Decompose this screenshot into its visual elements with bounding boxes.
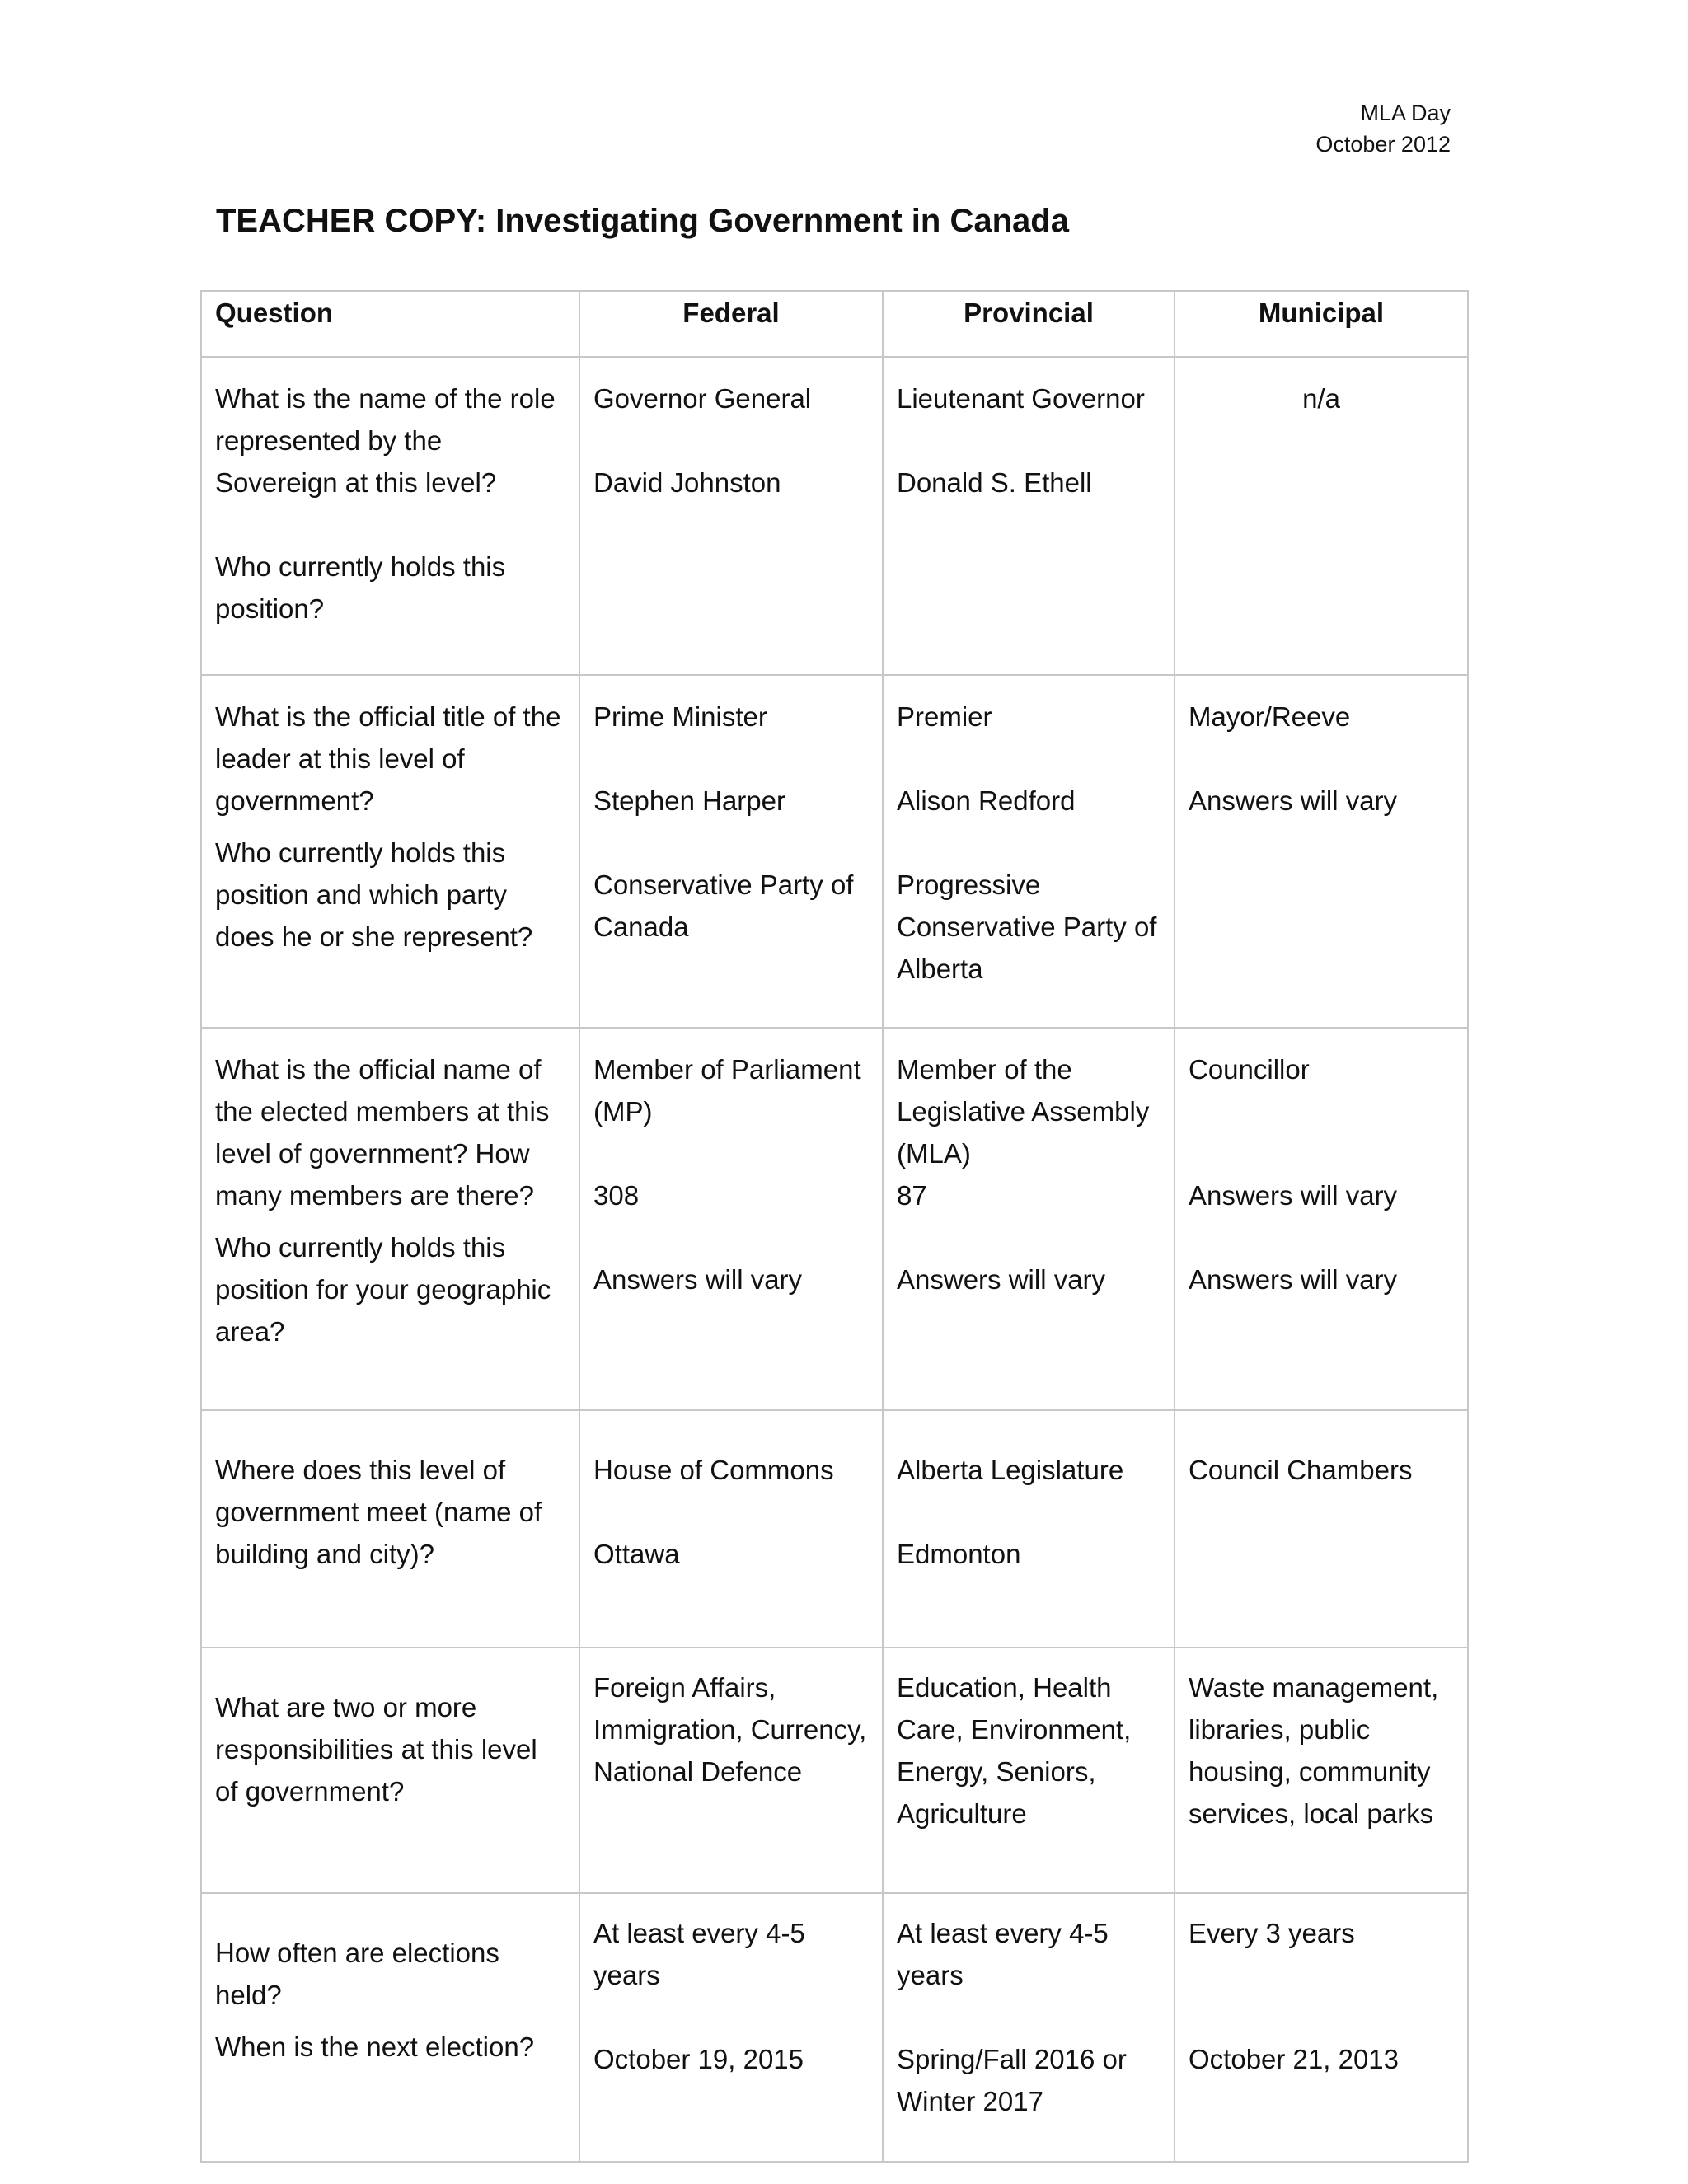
answer-text: Education, Health Care, Environment, Energy, Seniors, Agriculture: [897, 1672, 1132, 1829]
answer-text: Alison Redford: [897, 785, 1076, 816]
question-text: Where does this level of government meet (name of building and city)?: [215, 1455, 542, 1569]
answer-text: Donald S. Ethell: [897, 467, 1092, 498]
column-header-question: Question: [201, 291, 579, 357]
column-header-federal: Federal: [579, 291, 883, 357]
question-text: What is the official name of the elected members at this level of government? How many members are there?: [215, 1054, 550, 1211]
provincial-cell: [883, 1028, 1175, 1410]
question-text: Who currently holds this position?: [215, 551, 506, 624]
question-cell: [201, 1893, 579, 2162]
table-row: [201, 357, 1468, 675]
government-table: [200, 290, 1469, 2163]
municipal-cell: [1175, 1028, 1468, 1410]
table-row: [201, 675, 1468, 1028]
provincial-cell: [883, 1647, 1175, 1893]
question-text: Who currently holds this position for your geographic area?: [215, 1232, 551, 1347]
answer-text: Answers will vary: [1189, 1264, 1398, 1295]
answer-text: Governor General: [593, 383, 812, 414]
federal-cell: [579, 1028, 883, 1410]
header-meta: [1315, 97, 1451, 160]
question-text: How often are elections held?: [215, 1938, 499, 2010]
question-cell: [201, 1028, 579, 1410]
answer-text: October 21, 2013: [1189, 2044, 1400, 2074]
answer-text: At least every 4-5 years: [897, 1918, 1109, 1990]
provincial-cell: [883, 357, 1175, 675]
answer-text: Answers will vary: [1189, 785, 1398, 816]
answer-text: 87: [897, 1180, 927, 1211]
federal-cell: [579, 1410, 883, 1647]
answer-text: Progressive Conservative Party of Alberta: [897, 869, 1157, 984]
municipal-cell: [1175, 675, 1468, 1028]
answer-text: Answers will vary: [897, 1264, 1106, 1295]
answer-text: Councillor: [1189, 1054, 1310, 1085]
question-text: When is the next election?: [215, 2032, 535, 2062]
municipal-cell: [1175, 1647, 1468, 1893]
answer-text: Foreign Affairs, Immigration, Currency, National Defence: [593, 1672, 867, 1787]
question-text: What is the official title of the leader at this level of government?: [215, 701, 561, 816]
municipal-cell: [1175, 357, 1468, 675]
answer-text: Every 3 years: [1189, 1918, 1355, 1948]
table-row: [201, 1028, 1468, 1410]
question-text: What are two or more responsibilities at this level of government?: [215, 1692, 537, 1807]
answer-text: Ottawa: [593, 1539, 680, 1569]
answer-text: Council Chambers: [1189, 1455, 1413, 1485]
event-name: MLA Day: [1360, 101, 1451, 125]
question-cell: [201, 1647, 579, 1893]
answer-text: Edmonton: [897, 1539, 1021, 1569]
answer-text: Lieutenant Governor: [897, 383, 1145, 414]
answer-text: Waste management, libraries, public housing, community services, local parks: [1189, 1672, 1439, 1829]
answer-text: At least every 4-5 years: [593, 1918, 805, 1990]
answer-text: House of Commons: [593, 1455, 834, 1485]
table-row: [201, 1410, 1468, 1647]
column-header-provincial: Provincial: [883, 291, 1175, 357]
answer-text: Conservative Party of Canada: [593, 869, 854, 942]
answer-text: 308: [593, 1180, 640, 1211]
answer-text: David Johnston: [593, 467, 781, 498]
answer-text: Alberta Legislature: [897, 1455, 1124, 1485]
federal-cell: [579, 357, 883, 675]
answer-text: October 19, 2015: [593, 2044, 804, 2074]
table-header-row: [201, 291, 1468, 357]
column-header-municipal: Municipal: [1175, 291, 1468, 357]
answer-text: Answers will vary: [593, 1264, 803, 1295]
answer-text: n/a: [1302, 383, 1340, 414]
provincial-cell: [883, 675, 1175, 1028]
question-text: What is the name of the role represented by the Sovereign at this level?: [215, 383, 556, 498]
answer-text: Stephen Harper: [593, 785, 785, 816]
answer-text: Member of Parliament (MP): [593, 1054, 861, 1127]
federal-cell: [579, 1893, 883, 2162]
municipal-cell: [1175, 1893, 1468, 2162]
provincial-cell: [883, 1893, 1175, 2162]
answer-text: Prime Minister: [593, 701, 767, 732]
table-row: [201, 1893, 1468, 2162]
answer-text: Member of the Legislative Assembly (MLA): [897, 1054, 1150, 1169]
question-cell: [201, 357, 579, 675]
answer-text: Premier: [897, 701, 992, 732]
answer-text: Spring/Fall 2016 or Winter 2017: [897, 2044, 1127, 2116]
answer-text: Mayor/Reeve: [1189, 701, 1351, 732]
answer-text: Answers will vary: [1189, 1180, 1398, 1211]
question-cell: [201, 675, 579, 1028]
federal-cell: [579, 675, 883, 1028]
question-text: Who currently holds this position and which party does he or she represent?: [215, 837, 533, 952]
provincial-cell: [883, 1410, 1175, 1647]
question-cell: [201, 1410, 579, 1647]
event-date: October 2012: [1315, 132, 1451, 157]
municipal-cell: [1175, 1410, 1468, 1647]
table-row: [201, 1647, 1468, 1893]
page-title: TEACHER COPY: Investigating Government in Canada: [216, 203, 1069, 239]
federal-cell: [579, 1647, 883, 1893]
